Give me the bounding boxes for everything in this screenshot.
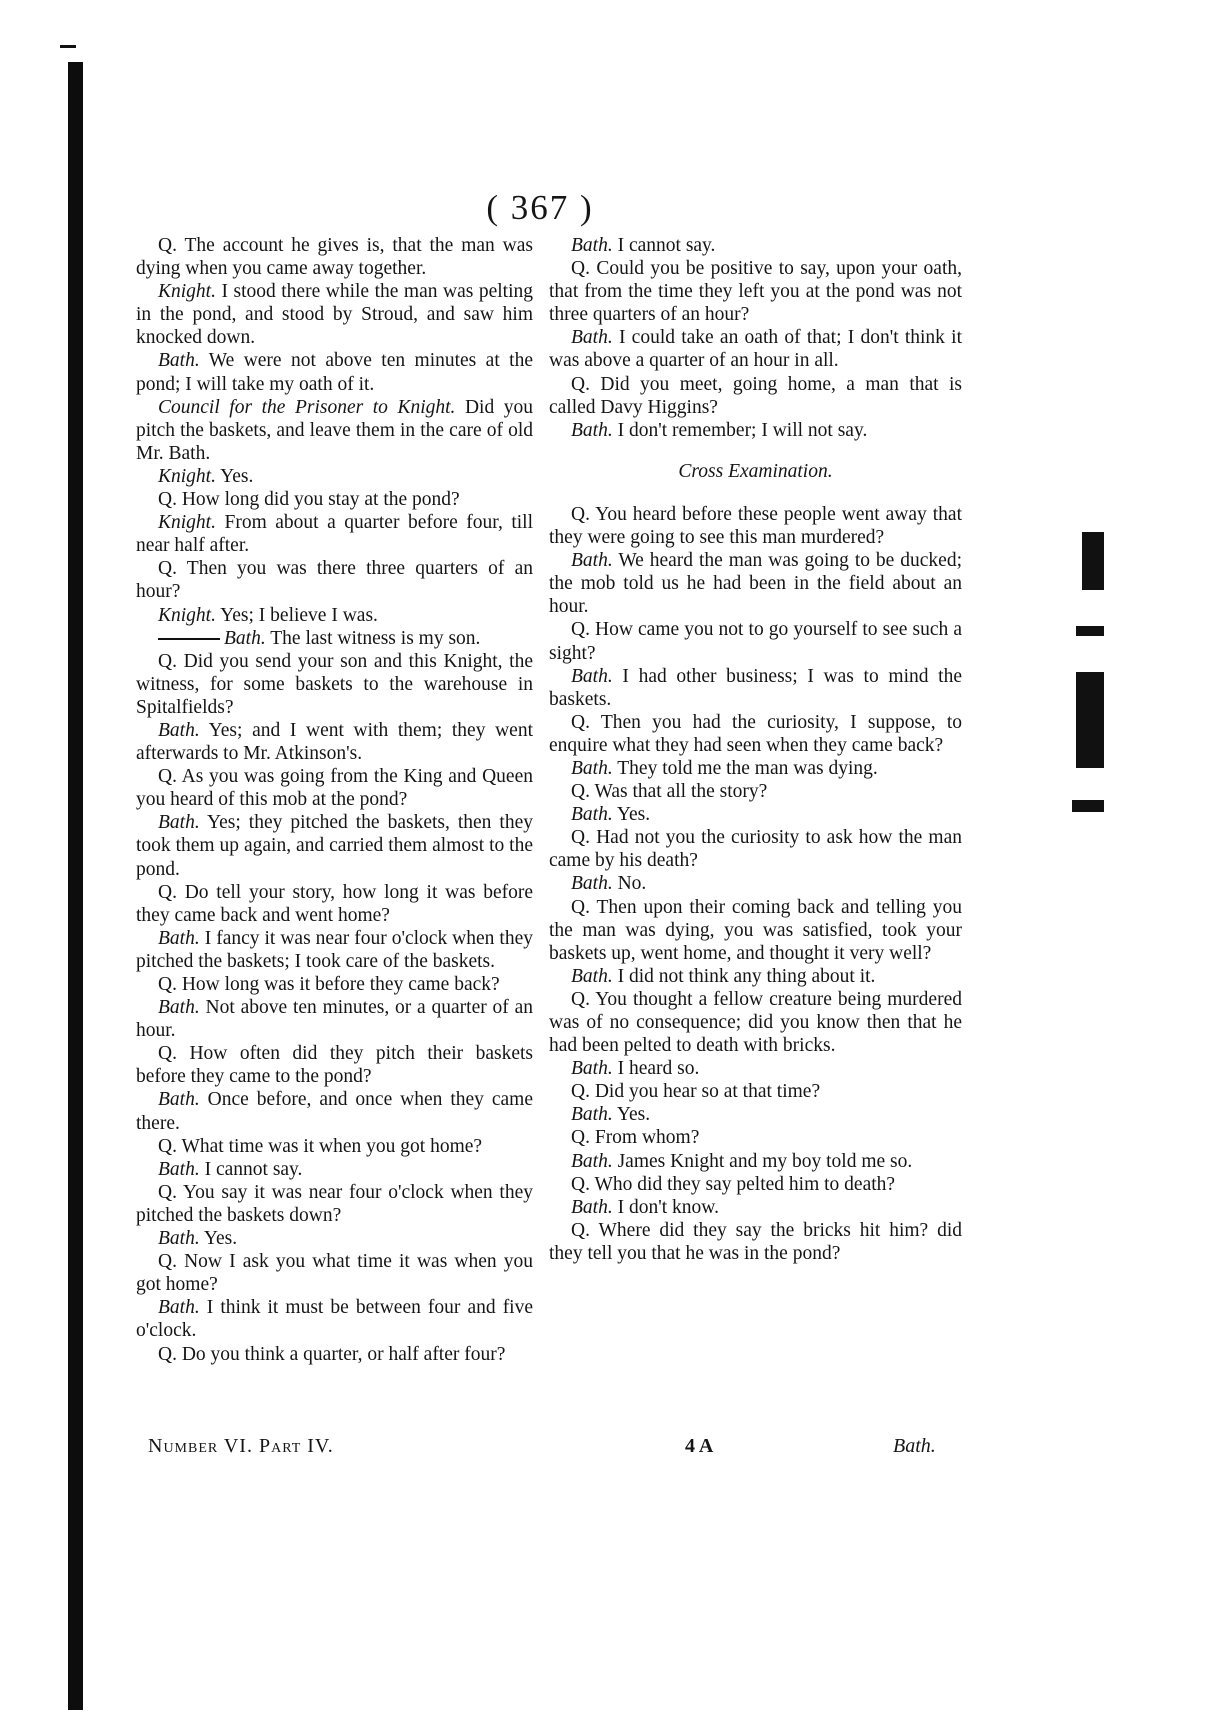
testimony-text: Who did they say pelted him to death? [594, 1173, 896, 1195]
testimony-paragraph [549, 503, 962, 549]
testimony-paragraph [136, 811, 533, 880]
testimony-paragraph [549, 234, 962, 257]
testimony-paragraph [549, 1150, 962, 1173]
testimony-paragraph [549, 826, 962, 872]
speaker-label: Q. [158, 558, 177, 580]
testimony-text: As you was going from the King and Queen you heard of this mob at the pond? [136, 766, 533, 811]
testimony-paragraph [136, 1042, 533, 1088]
testimony-paragraph [549, 988, 962, 1057]
speaker-label: Bath. [571, 419, 613, 441]
speaker-label: Knight. [158, 465, 216, 487]
speaker-label: Bath. [158, 1158, 200, 1180]
speaker-label: Q. [571, 373, 590, 395]
testimony-paragraph [549, 618, 962, 664]
testimony-paragraph [136, 1181, 533, 1227]
right-column [549, 234, 962, 1265]
testimony-text: You heard before these people went away that they were going to see this man murdered? [549, 503, 962, 549]
speaker-label: Bath. [571, 1150, 613, 1172]
testimony-text: The account he gives is, that the man was dying when you came away together. [136, 235, 533, 280]
speaker-label: Bath. [158, 1297, 200, 1319]
testimony-paragraph [136, 488, 533, 511]
speaker-label: Bath. [158, 719, 200, 741]
speaker-label: Bath. [571, 757, 613, 779]
testimony-paragraph [136, 627, 533, 650]
testimony-paragraph [136, 557, 533, 603]
speaker-label: Q. [158, 1181, 177, 1203]
testimony-paragraph [549, 1173, 962, 1196]
speaker-label: Bath. [571, 804, 613, 826]
testimony-paragraph [136, 280, 533, 349]
page-number: ( 367 ) [486, 188, 594, 227]
speaker-label: Q. [158, 1135, 177, 1157]
testimony-paragraph [549, 965, 962, 988]
testimony-paragraph [549, 1196, 962, 1219]
binding-shadow [68, 62, 83, 1710]
speaker-label: Bath. [571, 235, 613, 256]
testimony-paragraph [549, 419, 962, 442]
testimony-paragraph [136, 650, 533, 719]
speaker-label: Bath. [571, 550, 613, 572]
testimony-text: How long did you stay at the pond? [181, 489, 460, 511]
footer-number-part: Number VI. Part IV. [148, 1435, 334, 1457]
speaker-label: Bath. [571, 1104, 613, 1126]
testimony-paragraph [549, 257, 962, 326]
speaker-label: Q. [158, 489, 177, 511]
speaker-label: Q. [158, 766, 177, 788]
testimony-text: Yes; and I went with them; they went afterwards to Mr. Atkinson's. [136, 719, 533, 765]
testimony-paragraph [549, 757, 962, 780]
testimony-text: Do tell your story, how long it was before they came back and went home? [136, 881, 533, 926]
testimony-paragraph [136, 927, 533, 973]
speaker-label: Bath. [158, 812, 200, 834]
speaker-label: Q. [158, 1343, 177, 1365]
speaker-label: Bath. [571, 1058, 613, 1080]
testimony-paragraph [136, 973, 533, 996]
testimony-paragraph [136, 234, 533, 280]
testimony-paragraph [549, 803, 962, 826]
speaker-label: Council for the Prisoner to Knight. [158, 396, 456, 418]
testimony-paragraph [136, 765, 533, 811]
testimony-text: How often did they pitch their baskets before they came to the pond? [136, 1043, 534, 1088]
speaker-label: Q. [571, 827, 590, 849]
testimony-text: From about a quarter before four, till near half after. [136, 512, 534, 557]
speaker-label: Q. [158, 650, 177, 672]
testimony-paragraph [136, 1135, 533, 1158]
testimony-paragraph [136, 511, 533, 557]
speaker-label: Bath. [158, 350, 200, 372]
speaker-label: Knight. [158, 604, 216, 626]
speaker-label: Knight. [158, 281, 216, 303]
speaker-label: Bath. [158, 1228, 200, 1250]
testimony-paragraph [136, 996, 533, 1042]
testimony-paragraph [549, 872, 962, 895]
testimony-text: I stood there while the man was pelting in the pond, and stood by Stroud, and saw him knocked down. [136, 281, 533, 349]
testimony-paragraph [549, 1103, 962, 1126]
speaker-label: Q. [158, 235, 177, 256]
margin-mark [60, 45, 76, 48]
testimony-text: Then you had the curiosity, I suppose, to enquire what they had seen when they came back? [549, 711, 962, 756]
testimony-paragraph [549, 1057, 962, 1080]
testimony-paragraph [136, 1227, 533, 1250]
testimony-text: Was that all the story? [594, 781, 768, 803]
edge-mark [1076, 672, 1104, 768]
speaker-label: Bath. [571, 965, 613, 987]
testimony-paragraph [136, 396, 533, 465]
testimony-text: No. [617, 873, 647, 895]
speaker-label: Q. [158, 881, 177, 903]
testimony-text: Did you send your son and this Knight, the witness, for some baskets to the warehouse in Spitalfields? [136, 650, 533, 718]
testimony-text: Then you was there three quarters of an hour? [136, 558, 533, 603]
testimony-paragraph [136, 349, 533, 395]
testimony-paragraph [549, 1080, 962, 1103]
testimony-text: How long was it before they came back? [181, 974, 500, 995]
testimony-paragraph [136, 604, 533, 627]
testimony-text: I don't know. [617, 1196, 719, 1218]
testimony-paragraph [549, 780, 962, 803]
testimony-text: We were not above ten minutes at the pond; I will take my oath of it. [136, 350, 533, 395]
testimony-text: Yes. [220, 465, 254, 487]
testimony-paragraph [549, 373, 962, 419]
testimony-text: From whom? [594, 1127, 700, 1149]
testimony-text: Had not you the curiosity to ask how the man came by his death? [549, 827, 963, 872]
testimony-text: I cannot say. [617, 235, 716, 256]
speaker-label: Q. [571, 781, 590, 803]
speaker-label: Bath. [571, 665, 613, 687]
testimony-text: Not above ten minutes, or a quarter of an hour. [136, 997, 533, 1042]
testimony-text: Now I ask you what time it was when you got home? [136, 1251, 533, 1296]
testimony-paragraph [136, 719, 533, 765]
speaker-label: Q. [571, 258, 590, 280]
testimony-paragraph [549, 326, 962, 372]
speaker-label: Q. [571, 988, 590, 1010]
testimony-paragraph [136, 465, 533, 488]
speaker-label: Bath. [158, 1089, 200, 1111]
footer-catchword: Bath. [893, 1435, 936, 1457]
speaker-label: Q. [571, 1219, 590, 1241]
speaker-label: Q. [571, 896, 590, 918]
testimony-text: I heard so. [617, 1058, 700, 1080]
testimony-text: I could take an oath of that; I don't think it was above a quarter of an hour in all. [549, 327, 962, 372]
testimony-text: Yes. [203, 1228, 238, 1250]
speaker-label: Bath. [158, 997, 200, 1019]
testimony-text: I think it must be between four and five o'clock. [136, 1297, 534, 1342]
testimony-text: Could you be positive to say, upon your oath, that from the time they left you at the pond was not three quarters of an hour? [549, 258, 963, 326]
testimony-paragraph [136, 1296, 533, 1342]
speaker-label: Q. [571, 619, 590, 641]
edge-mark [1082, 532, 1104, 590]
testimony-text: I did not think any thing about it. [617, 965, 876, 987]
testimony-text: I had other business; I was to mind the baskets. [549, 665, 962, 710]
speaker-label: Q. [571, 1173, 590, 1195]
testimony-text: You thought a fellow creature being murdered was of no consequence; did you know then that he had been pelted to death with bricks. [549, 988, 962, 1057]
testimony-text: You say it was near four o'clock when they pitched the baskets down? [136, 1181, 533, 1226]
testimony-text: I fancy it was near four o'clock when they pitched the baskets; I took care of the baskets. [136, 927, 533, 972]
testimony-text: Yes; I believe I was. [220, 604, 378, 626]
testimony-text: How came you not to go yourself to see such a sight? [549, 619, 963, 664]
speaker-label: Q. [571, 503, 590, 525]
testimony-text: James Knight and my boy told me so. [617, 1150, 913, 1172]
testimony-text: We heard the man was going to be ducked; the mob told us he had been in the field about an hour. [549, 550, 962, 618]
speaker-label: Bath. [158, 927, 200, 949]
section-heading: Cross Examination. [678, 460, 833, 482]
testimony-text: Yes; they pitched the baskets, then they took them up again, and carried them almost to the pond. [136, 812, 533, 880]
speaker-label: Bath. [224, 627, 266, 649]
testimony-paragraph [136, 881, 533, 927]
testimony-text: Did you meet, going home, a man that is called Davy Higgins? [549, 373, 962, 418]
speaker-label: Q. [158, 1043, 177, 1065]
testimony-text: Yes. [616, 1104, 651, 1126]
testimony-text: Once before, and once when they came there. [136, 1089, 533, 1134]
testimony-text: Did you hear so at that time? [594, 1081, 821, 1103]
testimony-text: The last witness is my son. [270, 627, 481, 649]
testimony-text: Where did they say the bricks hit him? did they tell you that he was in the pond? [549, 1219, 962, 1264]
testimony-paragraph [549, 549, 962, 618]
testimony-paragraph [549, 1126, 962, 1149]
testimony-text: They told me the man was dying. [617, 757, 878, 779]
speaker-label: Q. [158, 1251, 177, 1273]
left-column [136, 234, 533, 1366]
edge-mark [1072, 800, 1104, 812]
testimony-paragraph [549, 896, 962, 965]
testimony-paragraph [136, 1250, 533, 1296]
testimony-paragraph [549, 665, 962, 711]
testimony-text: I cannot say. [204, 1158, 303, 1180]
speaker-label: Knight. [158, 512, 216, 534]
footer-signature: 4 A [685, 1435, 714, 1457]
testimony-text: Do you think a quarter, or half after four? [181, 1343, 506, 1365]
testimony-paragraph [549, 1219, 962, 1265]
testimony-text: Then upon their coming back and telling you the man was dying, you was satisfied, took your baskets up, went home, and thought it very well? [549, 896, 962, 964]
speaker-label: Q. [158, 974, 177, 995]
speaker-label: Q. [571, 711, 590, 733]
speaker-label: Q. [571, 1081, 590, 1103]
speaker-label: Bath. [571, 1196, 613, 1218]
testimony-text: What time was it when you got home? [181, 1135, 483, 1157]
em-rule [158, 638, 220, 640]
testimony-paragraph [136, 1343, 533, 1366]
testimony-paragraph [549, 711, 962, 757]
speaker-label: Bath. [571, 327, 613, 349]
speaker-label: Bath. [571, 873, 613, 895]
testimony-text: I don't remember; I will not say. [617, 419, 868, 441]
testimony-text: Yes. [616, 804, 651, 826]
testimony-text: Did you pitch the baskets, and leave them in the care of old Mr. Bath. [136, 396, 534, 464]
testimony-paragraph [136, 1088, 533, 1134]
testimony-paragraph [136, 1158, 533, 1181]
edge-mark [1076, 626, 1104, 636]
speaker-label: Q. [571, 1127, 590, 1149]
